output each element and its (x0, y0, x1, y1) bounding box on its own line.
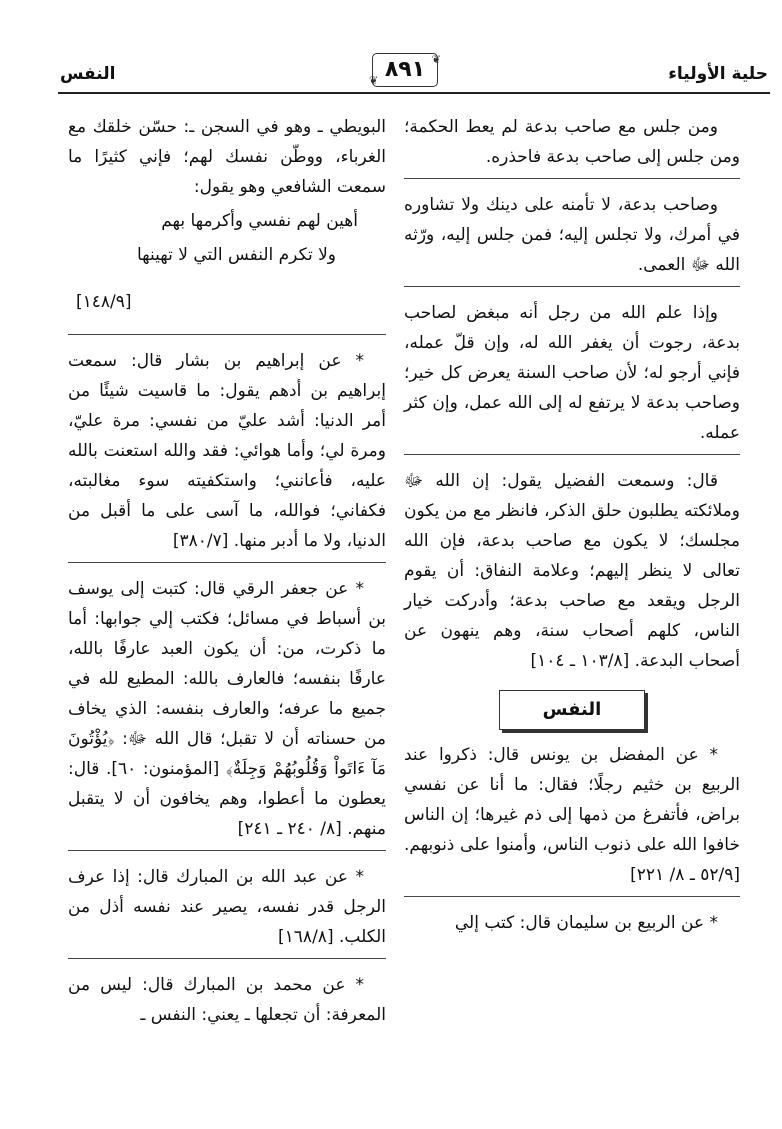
paragraph (68, 862, 386, 952)
poem-line: أهين لهم نفسي وأكرمها بهم (161, 211, 358, 231)
citation: [١٦٨/٨] (278, 927, 334, 947)
chapter-title: النفس (60, 64, 116, 84)
paragraph: ومن جلس مع صاحب بدعة لم يعط الحكمة؛ ومن جلس إلى صاحب بدعة فاحذره. (404, 117, 740, 167)
divider (404, 178, 740, 180)
paragraph: وصاحب بدعة، لا تأمنه على دينك ولا تشاوره في أمرك، ولا تجلس إليه؛ فمن جلس إليه، ورّثه الله ﷻ العمى. (404, 195, 740, 275)
right-column (404, 112, 740, 938)
book-title: حلية الأولياء (668, 64, 768, 84)
divider (68, 850, 386, 852)
paragraph: البويطي ـ وهو في السجن ـ: حسّن خلقك مع الغرباء، ووطّن نفسك لهم؛ فإني كثيرًا ما سمعت الشافعي وهو يقول: (68, 117, 386, 197)
citation: [١٤٨/٩] (76, 292, 132, 312)
paragraph (68, 346, 386, 556)
citation: [٨/ ٢٤٠ ـ ٢٤١] (237, 819, 342, 839)
divider (68, 562, 386, 564)
header-rule (58, 92, 770, 94)
paragraph-text: قال: وسمعت الفضيل يقول: إن الله ﷻ وملائكته يطلبون حلق الذكر، فانظر مع من يكون مجلسك؛ لا يكون مع صاحب بدعة، فإن الله تعالى لا ينظر إليهم؛ وعلامة النفاق: أن يقوم الرجل ويقعد مع صاحب بدعة؛ وأدركت خيار الناس، كلهم أصحاب سنة، وهم ينهون عن أصحاب البدعة. (404, 471, 740, 671)
paragraph (404, 466, 740, 676)
poem-line: ولا تكرم النفس التي لا تهينها (137, 245, 336, 265)
paragraph-text: * عن إبراهيم بن بشار قال: سمعت إبراهيم بن أدهم يقول: ما قاسيت شيئًا من أمر الدنيا: أشد عليّ من نفسي: مرة عليّ، ومرة لي؛ وأما هوائي: فقد والله استعنت بالله عليه، فأعانني؛ واستكفيته سوء مغالبته، فكفاني؛ فوالله، ما آسى على ما أقبل من الدنيا، ولا ما أدبر منها. (68, 351, 386, 551)
section-heading: النفس (499, 690, 645, 730)
paragraph (404, 740, 740, 890)
paragraph-text: * عن عبد الله بن المبارك قال: إذا عرف الرجل قدر نفسه، يصير عند نفسه أذل من الكلب. (68, 867, 386, 947)
citation: [٣٨٠/٧] (172, 531, 229, 551)
divider (404, 286, 740, 288)
paragraph: * عن الربيع بن سليمان قال: كتب إلي (454, 913, 718, 933)
paragraph-text: * عن جعفر الرقي قال: كتبت إلى يوسف بن أسباط في مسائل؛ فكتب إلي جوابها: أما ما ذكرت، من: أن يكون العبد عارفًا بالله، عارفًا بنفسه؛ فالعارف بالله: المطيع لله في جميع ما عرفه؛ والعارف بنفسه: الذي يخاف من حسناته أن لا تقبل؛ قال الله ﷻ: ﴿يُؤْتُونَ مَآ ءَاتَواْ وَقُلُوبُهُمْ وَجِلَةٌ﴾ [المؤمنون: ٦٠]. قال: يعطون ما أعطوا، وهم يخافون أن لا يتقبل منهم. (68, 579, 386, 839)
citation: [٥٢/٩ ـ ٨/ ٢٢١] (630, 865, 740, 885)
divider (404, 896, 740, 898)
citation: [١٠٣/٨ ـ ١٠٤] (530, 651, 630, 671)
paragraph (68, 574, 386, 844)
divider (68, 958, 386, 960)
divider (404, 454, 740, 456)
paragraph: وإذا علم الله من رجل أنه مبغض لصاحب بدعة، رجوت أن يغفر الله له، وإن قلّ عمله، فإني أرجو له؛ لأن صاحب السنة يعرض كل خير؛ وصاحب بدعة لا يرتفع له إلى الله عمل، وإن كثر عمله. (404, 303, 740, 443)
divider (68, 334, 386, 336)
page-number: ❦ ٨٩١ ❦ (372, 53, 438, 87)
paragraph-text: * عن المفضل بن يونس قال: ذكروا عند الربيع بن خثيم رجلًا؛ فقال: ما أنا عن نفسي براض، فأتفرغ من ذمها إلى ذم غيرها؛ إن الناس خافوا الله على ذنوب الناس، وأمنوا على ذنوبهم. (404, 745, 740, 855)
left-column (68, 112, 386, 1030)
paragraph: * عن محمد بن المبارك قال: ليس من المعرفة: أن تجعلها ـ يعني: النفس ـ (68, 975, 386, 1025)
